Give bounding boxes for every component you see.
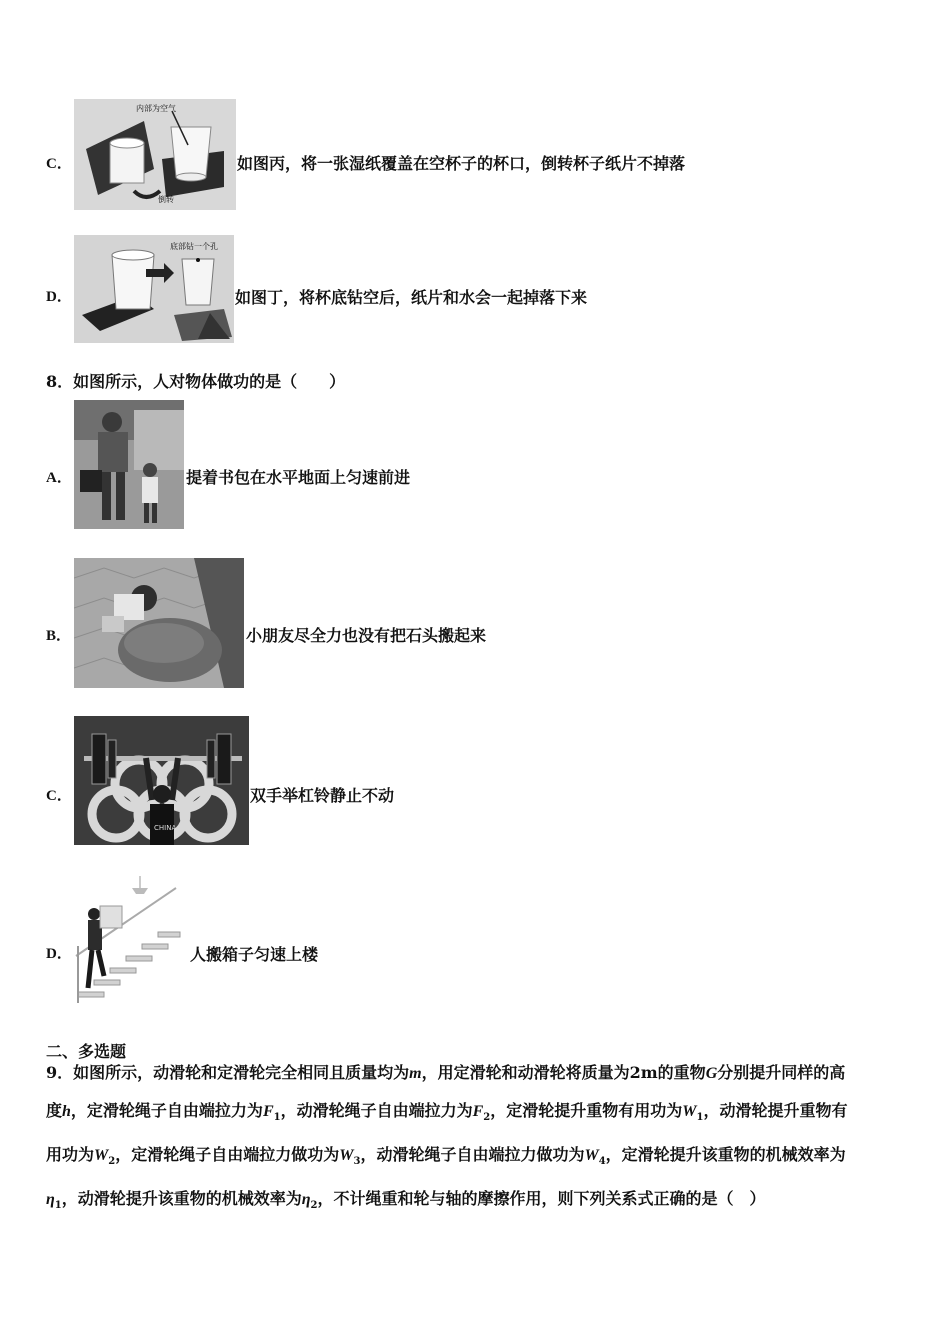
question-9-line-2: 度h，定滑轮绳子自由端拉力为$F_1$，动滑轮绳子自由端拉力为$F_2$，定滑轮提升重物有用功为$W_1$，动滑轮提升重物有: [46, 1101, 848, 1124]
option-b-text: 小朋友尽全力也没有把石头搬起来: [246, 626, 487, 645]
option-a-text: 提着书包在水平地面上匀速前进: [186, 468, 411, 487]
image-caption-top: 内部为空气: [136, 104, 176, 113]
cup-hole-image: [74, 235, 234, 343]
option-c-text: 双手举杠铃静止不动: [250, 786, 395, 805]
cup-paper-image: [74, 99, 236, 210]
option-c-label: C．: [46, 788, 72, 804]
option-b-label: B．: [46, 628, 72, 644]
shirt-text: CHINA: [154, 824, 177, 832]
question-9-line-1: 9．如图所示，动滑轮和定滑轮完全相同且质量均为m，用定滑轮和动滑轮将质量为2m的重物G分别提升同样的高: [46, 1063, 846, 1082]
question-9-text: [46, 1054, 896, 1225]
image-caption-top: 底部钻一个孔: [170, 242, 218, 251]
option-d-text: 人搬箱子匀速上楼: [190, 945, 319, 964]
carry-bag-image: [74, 400, 184, 529]
option-d-label: D．: [46, 946, 72, 962]
option-c-text: 如图丙，将一张湿纸覆盖在空杯子的杯口，倒转杯子纸片不掉落: [237, 154, 686, 173]
lift-rock-image: [74, 558, 244, 688]
option-d-label: D．: [46, 289, 72, 305]
barbell-image: [74, 716, 249, 845]
option-c-label: C．: [46, 156, 72, 172]
option-a-label: A．: [46, 470, 72, 486]
stairs-image: [74, 876, 184, 1003]
image-caption-bottom: 倒转: [158, 195, 174, 204]
question-8-title: 8．如图所示，人对物体做功的是（ ）: [46, 372, 346, 391]
question-9-line-3: 用功为$W_2$，定滑轮绳子自由端拉力做功为$W_3$，动滑轮绳子自由端拉力做功为$W_4$，定滑轮提升该重物的机械效率为: [46, 1145, 846, 1168]
option-d-text: 如图丁，将杯底钻空后，纸片和水会一起掉落下来: [235, 288, 588, 307]
question-9-line-4: $\eta_1$，动滑轮提升该重物的机械效率为$\eta_2$，不计绳重和轮与轴的摩擦作用，则下列关系式正确的是（ ）: [46, 1189, 766, 1212]
section-title: 二、多选题: [46, 1042, 127, 1061]
